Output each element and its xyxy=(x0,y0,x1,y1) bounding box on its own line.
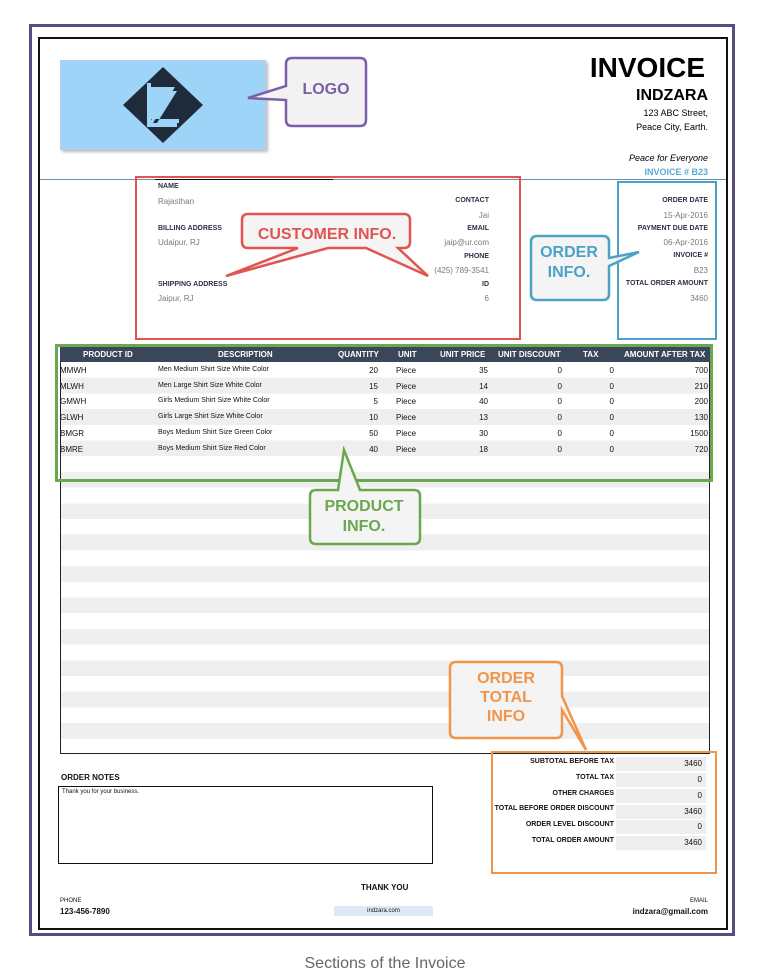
col-unit-price: UNIT PRICE xyxy=(440,350,486,359)
order-total-callout-line1: ORDER xyxy=(477,670,535,687)
customer-top-rule xyxy=(155,179,333,180)
cell-unit: Piece xyxy=(396,413,417,423)
payment-due-date-value: 06-Apr-2016 xyxy=(663,238,708,247)
grand-total-value: 3460 xyxy=(616,836,706,850)
billing-address-label: BILLING ADDRESS xyxy=(158,225,222,232)
customer-name-label: NAME xyxy=(158,183,179,190)
cell-tax: 0 xyxy=(609,413,614,423)
order-total-callout-line3: INFO xyxy=(486,708,526,725)
email-label: EMAIL xyxy=(467,225,489,232)
cell-unit: Piece xyxy=(396,397,417,407)
contact-label: CONTACT xyxy=(455,197,489,204)
col-amount-after-tax: AMOUNT AFTER TAX xyxy=(624,350,706,359)
order-callout-line2: INFO. xyxy=(547,264,591,281)
order-total-value: 3460 xyxy=(690,294,708,303)
cell-tax: 0 xyxy=(609,366,614,375)
col-tax: TAX xyxy=(583,350,599,359)
phone-value: (425) 789-3541 xyxy=(434,266,489,275)
cell-tax: 0 xyxy=(609,444,614,454)
cell-amount-after-tax: 720 xyxy=(694,444,708,454)
total-before-discount-value: 3460 xyxy=(616,805,706,819)
other-charges-label: OTHER CHARGES xyxy=(552,790,614,797)
cell-amount-after-tax: 210 xyxy=(694,381,708,391)
cell-unit: Piece xyxy=(396,381,417,391)
order-notes-label: ORDER NOTES xyxy=(61,773,120,782)
thank-you-text: THANK YOU xyxy=(361,883,409,892)
cell-unit: Piece xyxy=(396,444,417,454)
contact-value: Jai xyxy=(478,211,489,220)
cell-product-id: GLWH xyxy=(60,413,84,423)
cell-amount-after-tax: 1500 xyxy=(690,428,708,438)
cell-amount-after-tax: 130 xyxy=(694,413,708,423)
company-logo xyxy=(60,60,266,150)
cell-unit-price: 40 xyxy=(479,397,488,407)
cell-quantity: 50 xyxy=(369,428,378,438)
cell-amount-after-tax: 700 xyxy=(694,366,708,375)
cell-product-id: BMGR xyxy=(60,428,84,438)
total-tax-value: 0 xyxy=(616,773,706,787)
company-name: INDZARA xyxy=(636,87,708,104)
cell-tax: 0 xyxy=(609,428,614,438)
cell-unit-discount: 0 xyxy=(557,397,562,407)
cell-quantity: 5 xyxy=(373,397,378,407)
product-callout-line1: PRODUCT xyxy=(324,498,404,515)
footer-phone: 123-456-7890 xyxy=(60,907,110,916)
total-before-discount-label: TOTAL BEFORE ORDER DISCOUNT xyxy=(494,805,614,812)
cell-unit-discount: 0 xyxy=(557,428,562,438)
col-product-id: PRODUCT ID xyxy=(83,350,133,359)
footer-email-label: EMAIL xyxy=(689,898,708,904)
invoice-number-label: INVOICE # xyxy=(673,252,708,259)
figure-caption: Sections of the Invoice xyxy=(304,955,466,972)
cell-unit-discount: 0 xyxy=(557,444,562,454)
order-callout-line1: ORDER xyxy=(540,244,598,261)
cell-product-id: BMRE xyxy=(60,444,84,454)
cell-description: Men Large Shirt Size White Color xyxy=(158,381,262,389)
phone-label: PHONE xyxy=(464,253,489,260)
cell-unit-discount: 0 xyxy=(557,381,562,391)
order-total-callout-line2: TOTAL xyxy=(480,689,532,706)
cell-product-id: MMWH xyxy=(60,366,87,375)
order-discount-label: ORDER LEVEL DISCOUNT xyxy=(525,821,614,828)
billing-address: Udaipur, RJ xyxy=(158,238,200,247)
subtotal-label: SUBTOTAL BEFORE TAX xyxy=(530,758,614,765)
payment-due-date-label: PAYMENT DUE DATE xyxy=(637,225,708,232)
cell-unit-discount: 0 xyxy=(557,413,562,423)
footer-email[interactable]: indzara@gmail.com xyxy=(632,907,708,916)
col-unit-discount: UNIT DISCOUNT xyxy=(498,350,561,359)
order-discount-value: 0 xyxy=(616,820,706,834)
cell-unit-price: 30 xyxy=(479,428,488,438)
product-callout-line2: INFO. xyxy=(342,518,386,535)
footer-website[interactable]: indzara.com xyxy=(334,906,433,916)
col-description: DESCRIPTION xyxy=(218,350,273,359)
cell-unit-discount: 0 xyxy=(557,366,562,375)
cell-quantity: 15 xyxy=(369,381,378,391)
order-notes-field[interactable]: Thank you for your business. xyxy=(58,786,433,864)
cell-description: Men Medium Shirt Size White Color xyxy=(158,366,269,373)
logo-callout-text: LOGO xyxy=(302,81,350,98)
cell-unit-price: 35 xyxy=(479,366,488,375)
col-unit: UNIT xyxy=(398,350,417,359)
cell-quantity: 40 xyxy=(369,444,378,454)
customer-id-value: 6 xyxy=(484,294,489,303)
cell-unit: Piece xyxy=(396,428,417,438)
company-address-line1: 123 ABC Street, xyxy=(643,108,708,118)
company-address-line2: Peace City, Earth. xyxy=(636,122,708,132)
order-date-label: ORDER DATE xyxy=(662,197,708,204)
other-charges-value: 0 xyxy=(616,789,706,803)
grand-total-label: TOTAL ORDER AMOUNT xyxy=(531,837,614,844)
order-total-label: TOTAL ORDER AMOUNT xyxy=(625,280,708,287)
customer-id-label: ID xyxy=(482,281,489,288)
cell-unit: Piece xyxy=(396,366,417,375)
cell-product-id: MLWH xyxy=(60,381,84,391)
company-tagline: Peace for Everyone xyxy=(628,153,708,163)
customer-callout-text: CUSTOMER INFO. xyxy=(257,226,397,243)
cell-description: Boys Medium Shirt Size Green Color xyxy=(158,428,273,436)
cell-unit-price: 18 xyxy=(479,444,488,454)
shipping-address: Jaipur, RJ xyxy=(158,294,194,303)
cell-unit-price: 14 xyxy=(479,381,488,391)
total-tax-label: TOTAL TAX xyxy=(576,774,614,781)
cell-amount-after-tax: 200 xyxy=(694,397,708,407)
order-date-value: 15-Apr-2016 xyxy=(663,211,708,220)
subtotal-value: 3460 xyxy=(616,757,706,771)
cell-tax: 0 xyxy=(609,397,614,407)
cell-description: Girls Large Shirt Size White Color xyxy=(158,413,263,421)
cell-quantity: 10 xyxy=(369,413,378,423)
cell-description: Girls Medium Shirt Size White Color xyxy=(158,397,270,405)
footer-phone-label: PHONE xyxy=(60,898,82,904)
shipping-address-label: SHIPPING ADDRESS xyxy=(158,281,228,288)
invoice-number-value: B23 xyxy=(693,266,708,275)
invoice-number-header: INVOICE # B23 xyxy=(644,167,708,177)
customer-callout xyxy=(218,210,440,282)
invoice-title: INVOICE xyxy=(589,52,705,83)
cell-description: Boys Medium Shirt Size Red Color xyxy=(158,444,266,452)
cell-unit-price: 13 xyxy=(479,413,488,423)
cell-tax: 0 xyxy=(609,381,614,391)
email-value: jaip@ur.com xyxy=(444,238,489,247)
cell-quantity: 20 xyxy=(369,366,378,375)
customer-name: Rajasthan xyxy=(158,197,195,206)
cell-product-id: GMWH xyxy=(60,397,87,407)
indzara-logo-icon xyxy=(61,61,265,149)
col-quantity: QUANTITY xyxy=(338,350,379,359)
